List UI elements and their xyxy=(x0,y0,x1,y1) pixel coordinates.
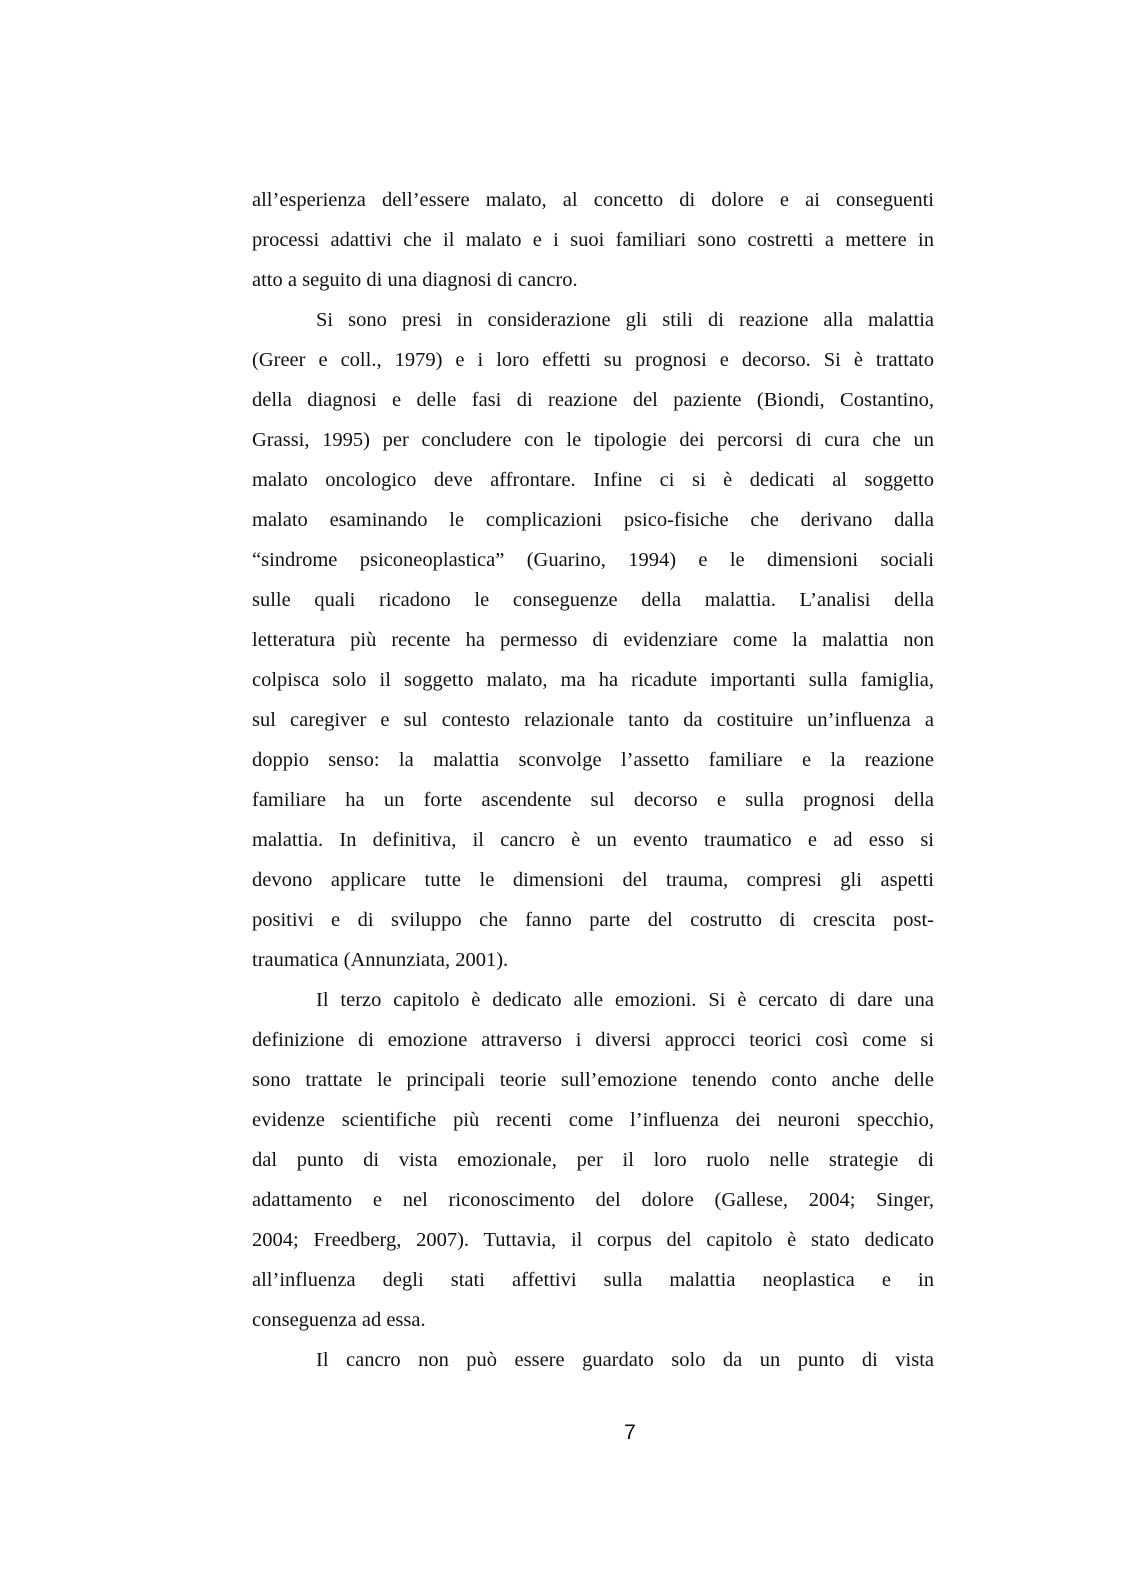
paragraph xyxy=(252,180,934,300)
text-line: doppio senso: la malattia sconvolge l’assetto familiare e la reazione xyxy=(252,749,934,771)
body-text xyxy=(252,180,934,1380)
text-line: della diagnosi e delle fasi di reazione del paziente (Biondi, Costantino, xyxy=(252,389,934,411)
text-line: familiare ha un forte ascendente sul decorso e sulla prognosi della xyxy=(252,789,934,811)
text-line: traumatica (Annunziata, 2001). xyxy=(252,949,509,971)
paragraph xyxy=(252,980,934,1340)
text-line: colpisca solo il soggetto malato, ma ha ricadute importanti sulla famiglia, xyxy=(252,669,934,691)
text-line: Grassi, 1995) per concludere con le tipologie dei percorsi di cura che un xyxy=(252,429,934,451)
text-line: all’esperienza dell’essere malato, al concetto di dolore e ai conseguenti xyxy=(252,189,934,211)
text-line: sono trattate le principali teorie sull’emozione tenendo conto anche delle xyxy=(252,1069,934,1091)
text-line: definizione di emozione attraverso i diversi approcci teorici così come si xyxy=(252,1029,934,1051)
text-line: (Greer e coll., 1979) e i loro effetti su prognosi e decorso. Si è trattato xyxy=(252,349,934,371)
text-line: atto a seguito di una diagnosi di cancro. xyxy=(252,269,578,291)
text-line: positivi e di sviluppo che fanno parte del costrutto di crescita post- xyxy=(252,909,934,931)
text-line: “sindrome psiconeoplastica” (Guarino, 1994) e le dimensioni sociali xyxy=(252,549,934,571)
text-line: Il terzo capitolo è dedicato alle emozioni. Si è cercato di dare una xyxy=(316,989,934,1011)
paragraph xyxy=(252,300,934,980)
text-line: devono applicare tutte le dimensioni del trauma, compresi gli aspetti xyxy=(252,869,934,891)
paragraph xyxy=(252,1340,934,1380)
text-line: dal punto di vista emozionale, per il loro ruolo nelle strategie di xyxy=(252,1149,934,1171)
text-line: processi adattivi che il malato e i suoi familiari sono costretti a mettere in xyxy=(252,229,934,251)
text-line: 2004; Freedberg, 2007). Tuttavia, il corpus del capitolo è stato dedicato xyxy=(252,1229,934,1251)
page-number: 7 xyxy=(624,1421,636,1444)
text-line: Il cancro non può essere guardato solo da un punto di vista xyxy=(316,1349,934,1371)
text-line: Si sono presi in considerazione gli stili di reazione alla malattia xyxy=(316,309,934,331)
text-line: conseguenza ad essa. xyxy=(252,1309,426,1331)
text-line: letteratura più recente ha permesso di evidenziare come la malattia non xyxy=(252,629,934,651)
text-line: malato oncologico deve affrontare. Infine ci si è dedicati al soggetto xyxy=(252,469,934,491)
text-line: sulle quali ricadono le conseguenze della malattia. L’analisi della xyxy=(252,589,934,611)
text-line: sul caregiver e sul contesto relazionale tanto da costituire un’influenza a xyxy=(252,709,934,731)
text-line: adattamento e nel riconoscimento del dolore (Gallese, 2004; Singer, xyxy=(252,1189,934,1211)
text-line: malato esaminando le complicazioni psico-fisiche che derivano dalla xyxy=(252,509,934,531)
text-line: malattia. In definitiva, il cancro è un evento traumatico e ad esso si xyxy=(252,829,934,851)
text-line: evidenze scientifiche più recenti come l’influenza dei neuroni specchio, xyxy=(252,1109,934,1131)
text-line: all’influenza degli stati affettivi sulla malattia neoplastica e in xyxy=(252,1269,934,1291)
